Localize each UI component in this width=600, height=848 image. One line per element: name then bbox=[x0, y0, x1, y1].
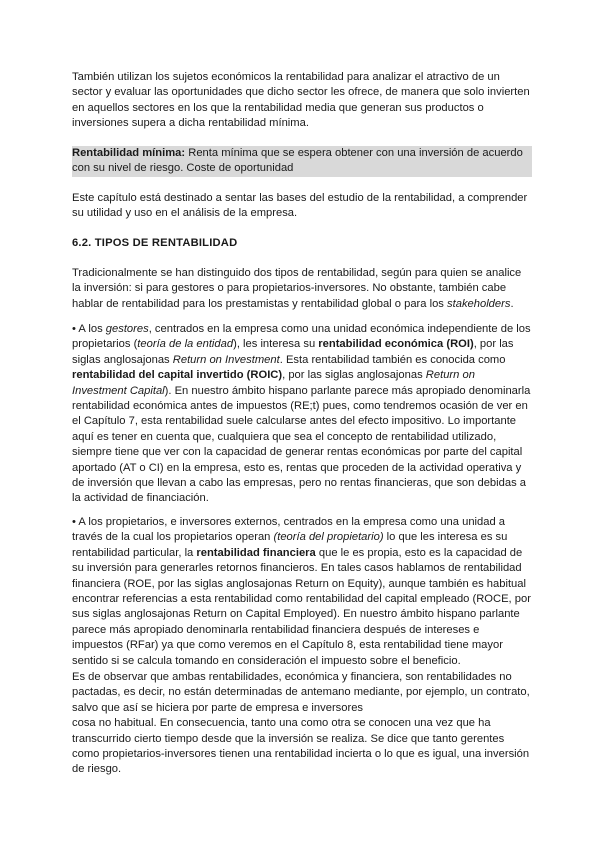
definition-term: Rentabilidad mínima: bbox=[72, 147, 186, 159]
text-run: . Esta rentabilidad también es conocida como bbox=[279, 353, 506, 366]
conclusion-paragraph bbox=[72, 670, 532, 778]
italic-term: (teoría del propietario) bbox=[273, 531, 384, 544]
text-run: • A los propietarios, e inversores externos, centrados en la empresa como una unidad a través de la cual los propietarios operan bbox=[72, 516, 506, 544]
bold-term: rentabilidad del capital invertido (ROIC) bbox=[72, 369, 283, 382]
italic-term: gestores bbox=[105, 323, 149, 335]
definition-box bbox=[72, 146, 532, 177]
italic-term: stakeholders bbox=[447, 297, 511, 310]
text-run: , por las siglas anglosajonas bbox=[282, 369, 426, 382]
types-intro-paragraph bbox=[72, 266, 532, 312]
managers-bullet-paragraph bbox=[72, 322, 532, 507]
bold-term: rentabilidad económica (ROI) bbox=[318, 338, 474, 351]
text-run: , por las siglas anglosajonas bbox=[72, 338, 514, 366]
text-run: ). En nuestro ámbito hispano parlante parece más apropiado denominarla rentabilidad económica antes de impuestos (RE;t) pues, como tendremos ocasión de ver en el Capítulo 7, esta rentabilidad suele calcularse antes del efecto impositivo. Lo importante aquí es tener en cuenta que, cualquiera que sea el concepto de rentabilidad utilizado, siempre tiene que ver con la capacidad de generar rentas económicas por parte del capital aportado (AT o CI) en la empresa, esto es, rentas que proceden de la actividad operativa y de inversión que llevan a cabo las empresas, pero no rentas financieras, que son debidas a la actividad de financiación. bbox=[72, 384, 531, 505]
italic-term: Return on Investment Capital bbox=[72, 369, 475, 397]
definition-text: Renta mínima que se espera obtener con una inversión de acuerdo con su nivel de riesgo. Coste de oportunidad bbox=[72, 147, 523, 175]
text-run: . bbox=[510, 297, 514, 310]
text-run: que le es propia, esto es la capacidad de su inversión para generarles retornos financieros. En tales casos hablamos de rentabilidad financiera (ROE, por las siglas anglosajonas Return on Equity), aunque también es habitual encontrar referencias a esta rentabilidad como rentabilidad del capital empleado (ROCE, por sus siglas anglosajonas Return on Capital Employed). En nuestro ámbito hispano parlante parece más apropiado denominarla rentabilidad financiera después de intereses e impuestos (RFar) ya que como veremos en el Capítulo 8, esta rentabilidad tiene mayor sentido si se calcula tomando en consideración el impuesto sobre el beneficio. bbox=[72, 546, 531, 667]
text-run: Tradicionalmente se han distinguido dos tipos de rentabilidad, según para quien se analice la inversión: si para gestores o para propietarios-inversores. No obstante, también cabe hablar de rentabilidad para los prestamistas y rentabilidad global o para los bbox=[72, 267, 522, 310]
italic-term: teoría de la entidad bbox=[137, 338, 234, 351]
section-heading: 6.2. TIPOS DE RENTABILIDAD bbox=[72, 237, 238, 249]
text-run: , centrados en la empresa como una unidad económica independiente de los propietarios ( bbox=[72, 323, 531, 351]
text-run: • A los bbox=[72, 323, 106, 335]
intro-paragraph: También utilizan los sujetos económicos la rentabilidad para analizar el atractivo de un sector y evaluar las oportunidades que dicho sector les ofrece, de manera que solo invierten en aquellos sectores en los que la rentabilidad media que generan sus productos o inversiones supera a dicha rentabilidad mínima. bbox=[72, 71, 530, 130]
italic-term: Return on Investment bbox=[172, 353, 280, 366]
chapter-purpose-paragraph: Este capítulo está destinado a sentar las bases del estudio de la rentabilidad, a comprender su utilidad y uso en el análisis de la empresa. bbox=[72, 192, 528, 220]
text-run: ), les interesa su bbox=[233, 338, 319, 351]
text-run: lo que les interesa es su rentabilidad particular, la bbox=[72, 531, 508, 559]
bold-term: rentabilidad financiera bbox=[196, 546, 316, 559]
text-run: Es de observar que ambas rentabilidades, económica y financiera, son rentabilidades no pactadas, es decir, no están determinadas de antemano mediante, por ejemplo, un contrato, salvo que así se hiciera por parte de empresa e inversores bbox=[72, 671, 530, 714]
owners-bullet-paragraph bbox=[72, 515, 532, 669]
text-run: cosa no habitual. En consecuencia, tanto una como otra se conocen una vez que ha transcurrido cierto tiempo desde que la inversión se realiza. Se dice que tanto gerentes como propietarios-inversores tienen una rentabilidad incierta o lo que es igual, una inversión de riesgo. bbox=[72, 717, 530, 776]
